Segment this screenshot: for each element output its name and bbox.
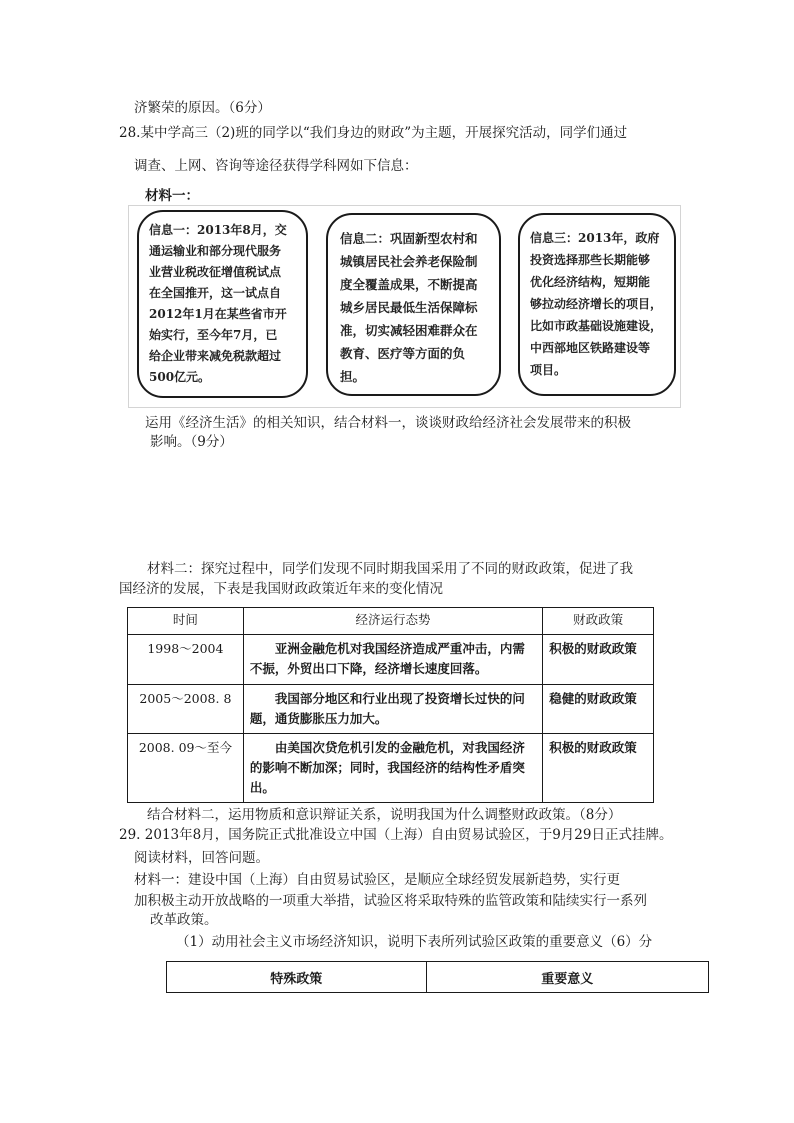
info1-line: 通运输业和部分现代服务 (149, 244, 282, 258)
row-time: 2005～2008. 8 (128, 685, 244, 734)
header-significance: 重要意义 (426, 962, 708, 993)
fiscal-policy-table (127, 607, 654, 803)
info2-line: 信息二：巩固新型农村和 (340, 231, 478, 246)
info3-line: 优化经济结构，短期能 (530, 275, 651, 289)
info1-line: 始实行，至今年7月，已 (149, 328, 278, 342)
q29-stem-line2: 阅读材料，回答问题。 (134, 850, 269, 866)
info-box-1 (137, 210, 308, 398)
info1-line: 信息一：2013年8月，交 (149, 223, 287, 237)
q29-stem-line1: 29. 2013年8月，国务院正式批准设立中国（上海）自由贸易试验区，于9月29日正式挂牌。 (119, 827, 673, 843)
row-desc: 由美国次贷危机引发的金融危机，对我国经济的影响不断加深；同时，我国经济的结构性矛盾突出。 (243, 734, 542, 803)
row-policy: 积极的财政政策 (543, 635, 654, 685)
q29-subquestion1: （1）动用社会主义市场经济知识，说明下表所列试验区政策的重要意义（6）分 (176, 934, 653, 950)
material1-label: 材料一： (145, 188, 199, 204)
info1-line: 在全国推开，这一试点自 (149, 286, 282, 300)
material2-line2: 国经济的发展，下表是我国财政政策近年来的变化情况 (119, 581, 443, 597)
info3-line: 项目。 (530, 363, 567, 377)
header-policy: 财政政策 (543, 608, 654, 635)
policy-significance-table (166, 961, 709, 993)
table-row (128, 685, 654, 734)
info-box-2 (326, 213, 501, 396)
info1-line: 业营业税改征增值税试点 (149, 265, 282, 279)
row-time: 2008. 09～至今 (128, 734, 244, 803)
row-time: 1998～2004 (128, 635, 244, 685)
info2-line: 城乡居民最低生活保障标 (340, 300, 478, 315)
info1-line: 给企业带来减免税款超过 (149, 349, 282, 363)
q29-material1-line1: 材料一：建设中国（上海）自由贸易试验区，是顺应全球经贸发展新趋势，实行更 (134, 872, 620, 888)
row-policy: 稳健的财政政策 (543, 685, 654, 734)
info2-line: 教育、医疗等方面的负担。 (340, 346, 466, 384)
question1-line1: 运用《经济生活》的相关知识，结合材料一，谈谈财政给经济社会发展带来的积极 (145, 415, 631, 431)
q29-material1-line2: 加积极主动开放战略的一项重大举措，试验区将采取特殊的监管政策和陆续实行一系列 (134, 893, 647, 909)
info3-line: 够拉动经济增长的项目， (530, 297, 663, 311)
row-policy: 积极的财政政策 (543, 734, 654, 803)
q28-stem-line1: 28.某中学高三（2)班的同学以“我们身边的财政”为主题，开展探究活动，同学们通过 (119, 125, 628, 141)
info3-line: 信息三：2013年，政府 (530, 231, 660, 245)
material2-line1: 材料二：探究过程中，同学们发现不同时期我国采用了不同的财政政策，促进了我 (147, 561, 633, 577)
table-header-row (167, 962, 709, 993)
q27-tail: 济繁荣的原因。（6分） (134, 100, 271, 116)
info2-line: 城镇居民社会养老保险制 (340, 254, 478, 269)
header-special-policy: 特殊政策 (167, 962, 427, 993)
info3-line: 投资选择那些长期能够 (530, 253, 651, 267)
question2: 结合材料二，运用物质和意识辩证关系，说明我国为什么调整财政政策。（8分） (147, 807, 622, 823)
info2-line: 准，切实减轻困难群众在 (340, 323, 478, 338)
info1-line: 500亿元。 (149, 370, 211, 384)
info-box-3 (518, 213, 676, 396)
q29-material1-line3: 改革政策。 (150, 912, 218, 928)
row-desc: 我国部分地区和行业出现了投资增长过快的问题，通货膨胀压力加大。 (243, 685, 542, 734)
row-desc: 亚洲金融危机对我国经济造成严重冲击，内需不振，外贸出口下降，经济增长速度回落。 (243, 635, 542, 685)
info3-line: 中西部地区铁路建设等 (530, 341, 651, 355)
question1-line2: 影响。（9分） (150, 434, 233, 450)
info3-line: 比如市政基础设施建设， (530, 319, 663, 333)
header-time: 时间 (128, 608, 244, 635)
table-row (128, 635, 654, 685)
header-trend: 经济运行态势 (243, 608, 542, 635)
info1-line: 2012年1月在某些省市开 (149, 307, 287, 321)
table-row (128, 734, 654, 803)
table-header-row (128, 608, 654, 635)
q28-stem-line2: 调查、上网、咨询等途径获得学科网如下信息： (134, 158, 418, 174)
info2-line: 度全覆盖成果，不断提高 (340, 277, 478, 292)
